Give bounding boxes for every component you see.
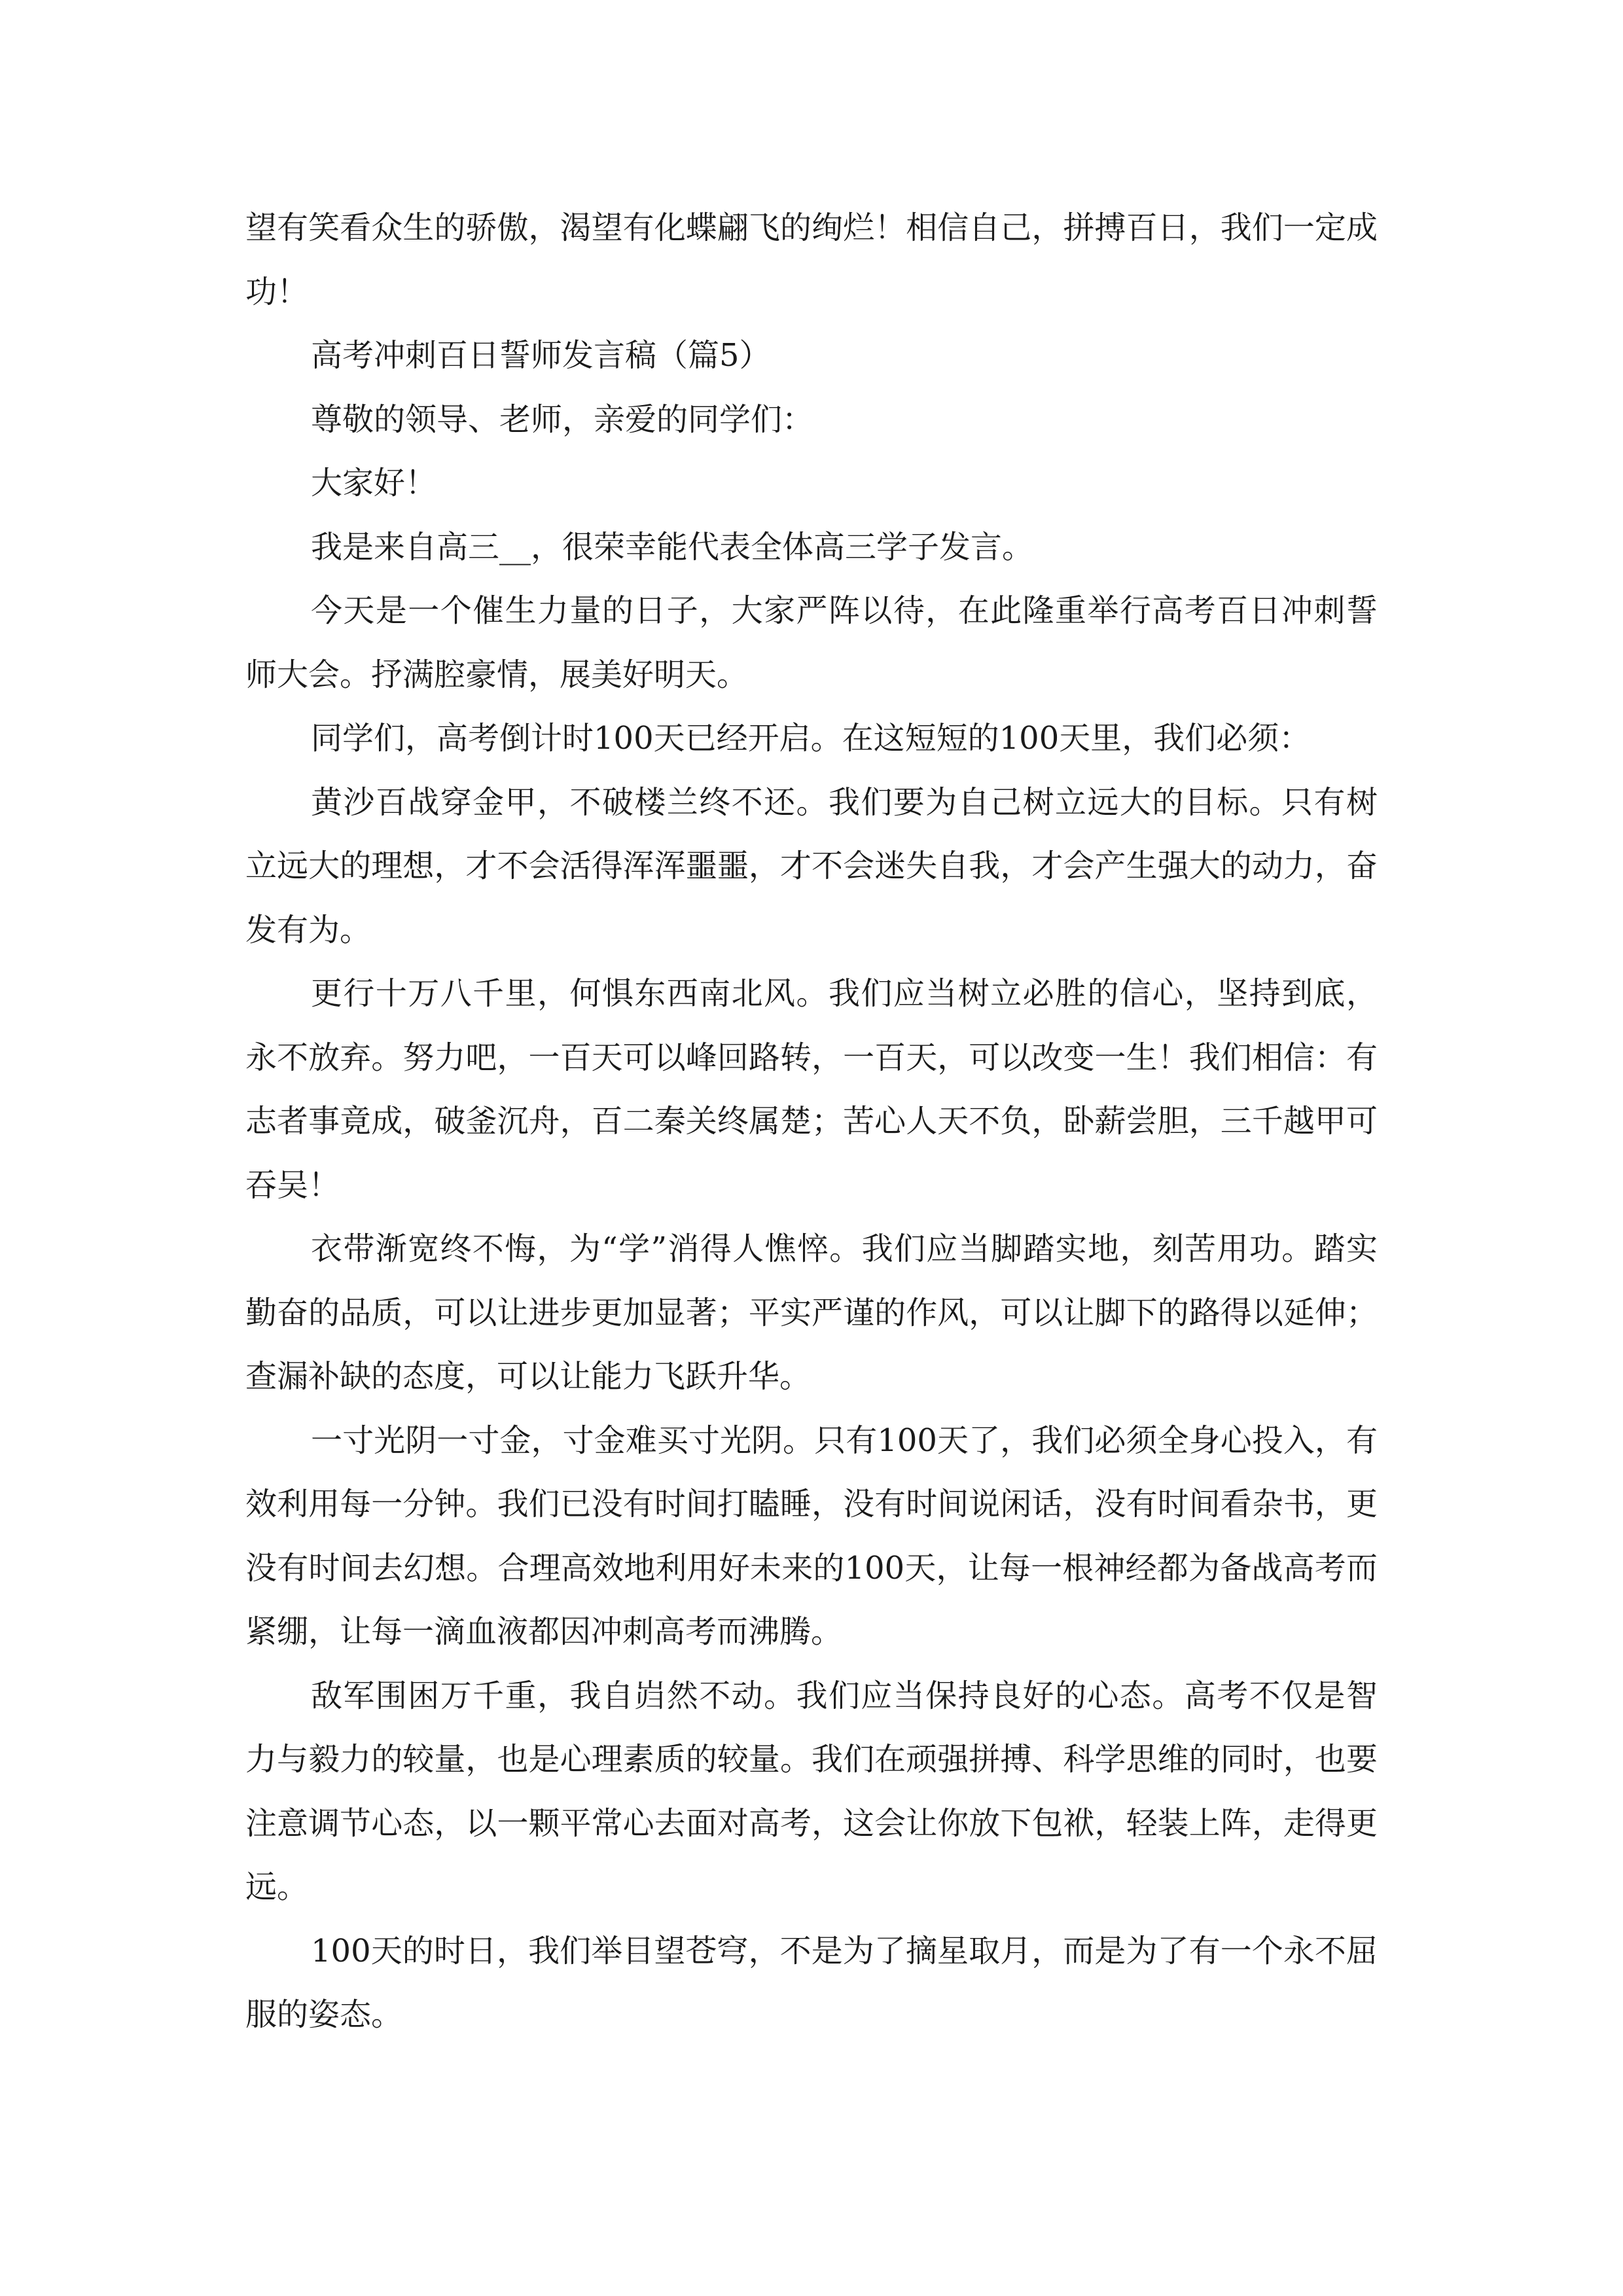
paragraph: 100天的时日，我们举目望苍穹，不是为了摘星取月，而是为了有一个永不屈服的姿态。	[245, 1932, 1378, 2033]
salutation: 尊敬的领导、老师，亲爱的同学们：	[311, 401, 814, 438]
paragraph: 敌军围困万千重，我自岿然不动。我们应当保持良好的心态。高考不仅是智力与毅力的较量，也是心理素质的较量。我们在顽强拼搏、科学思维的同时，也要注意调节心态，以一颗平常心去面对高考，这会让你放下包袱，轻装上阵，走得更远。	[245, 1677, 1378, 1905]
paragraph-continuation: 望有笑看众生的骄傲，渴望有化蝶翩飞的绚烂！相信自己，拼搏百日，我们一定成功！	[245, 209, 1378, 310]
paragraph: 衣带渐宽终不悔，为“学”消得人憔悴。我们应当脚踏实地，刻苦用功。踏实勤奋的品质，可以让进步更加显著；平实严谨的作风，可以让脚下的路得以延伸；查漏补缺的态度，可以让能力飞跃升华。	[245, 1230, 1378, 1395]
speech-title: 高考冲刺百日誓师发言稿（篇5）	[311, 337, 771, 374]
document-body	[245, 196, 1378, 2047]
paragraph: 一寸光阴一寸金，寸金难买寸光阴。只有100天了，我们必须全身心投入，有效利用每一分钟。我们已没有时间打瞌睡，没有时间说闲话，没有时间看杂书，更没有时间去幻想。合理高效地利用好未来的100天，让每一根神经都为备战高考而紧绷，让每一滴血液都因冲刺高考而沸腾。	[245, 1422, 1378, 1650]
paragraph: 黄沙百战穿金甲，不破楼兰终不还。我们要为自己树立远大的目标。只有树立远大的理想，才不会活得浑浑噩噩，才不会迷失自我，才会产生强大的动力，奋发有为。	[245, 783, 1378, 948]
paragraph: 今天是一个催生力量的日子，大家严阵以待，在此隆重举行高考百日冲刺誓师大会。抒满腔豪情，展美好明天。	[245, 592, 1378, 693]
paragraph: 更行十万八千里，何惧东西南北风。我们应当树立必胜的信心，坚持到底，永不放弃。努力吧，一百天可以峰回路转，一百天，可以改变一生！我们相信：有志者事竟成，破釜沉舟，百二秦关终属楚；苦心人天不负，卧薪尝胆，三千越甲可吞吴！	[245, 975, 1378, 1204]
introduction: 我是来自高三__，很荣幸能代表全体高三学子发言。	[311, 528, 1034, 565]
greeting: 大家好！	[311, 465, 437, 501]
paragraph: 同学们，高考倒计时100天已经开启。在这短短的100天里，我们必须：	[311, 720, 1311, 757]
